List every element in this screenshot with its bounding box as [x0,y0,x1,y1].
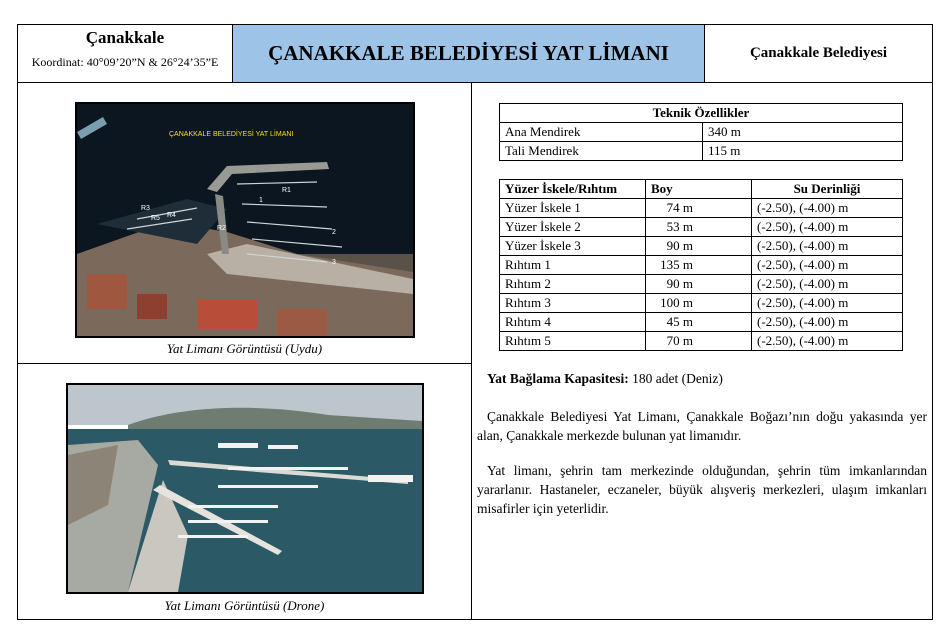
column-header-pier: Yüzer İskele/Rıhtım [500,180,646,199]
pier-name: Yüzer İskele 3 [500,237,646,256]
satellite-label-r4: R4 [167,212,176,219]
table-row [500,332,903,351]
satellite-caption: Yat Limanı Görüntüsü (Uydu) [166,341,323,356]
spec-name: Tali Mendirek [500,142,703,161]
satellite-photo [75,102,415,338]
piers-table [499,179,903,351]
pier-name: Rıhtım 1 [500,256,646,275]
satellite-overlay-title: ÇANAKKALE BELEDİYESİ YAT LİMANI [169,131,294,138]
satellite-label-r3: R3 [141,205,150,212]
table-row [500,123,903,142]
satellite-label-3: 3 [332,259,336,266]
table-row [500,237,903,256]
pier-depth: (-2.50), (-4.00) m [752,275,903,294]
pier-length: 45 m [646,313,752,332]
pier-depth: (-2.50), (-4.00) m [752,218,903,237]
pier-length: 70 m [646,332,752,351]
pier-length: 53 m [646,218,752,237]
location-cell [18,25,233,83]
pier-length: 135 m [646,256,752,275]
satellite-label-1: 1 [259,197,263,204]
column-divider [471,83,472,620]
pier-length: 74 m [646,199,752,218]
pier-depth: (-2.50), (-4.00) m [752,256,903,275]
pier-name: Rıhtım 2 [500,275,646,294]
page-title: ÇANAKKALE BELEDİYESİ YAT LİMANI [233,25,705,83]
capacity-label: Yat Bağlama Kapasitesi: [487,371,629,386]
satellite-label-r1: R1 [282,187,291,194]
pier-depth: (-2.50), (-4.00) m [752,294,903,313]
pier-name: Yüzer İskele 2 [500,218,646,237]
pier-name: Rıhtım 5 [500,332,646,351]
spec-name: Ana Mendirek [500,123,703,142]
pier-depth: (-2.50), (-4.00) m [752,237,903,256]
table-row [500,218,903,237]
row-divider [18,363,471,364]
drone-caption: Yat Limanı Görüntüsü (Drone) [164,598,325,613]
description-paragraph-2: Yat limanı, şehrin tam merkezinde olduğundan, şehrin tüm imkanlarından yararlanır. Hastaneler, eczaneler, büyük alışveriş merkezleri, ulaşım imkanları misafirler için yeterlidir. [477,463,927,516]
spec-value: 115 m [703,142,903,161]
pier-name: Yüzer İskele 1 [500,199,646,218]
city-name: Çanakkale [85,28,165,47]
info-sheet [17,24,933,620]
pier-name: Rıhtım 4 [500,313,646,332]
column-header-depth: Su Derinliği [752,180,903,199]
satellite-label-2: 2 [332,229,336,236]
pier-length: 90 m [646,275,752,294]
pier-name: Rıhtım 3 [500,294,646,313]
satellite-label-r5: R5 [151,215,160,222]
spec-value: 340 m [703,123,903,142]
technical-specs-title: Teknik Özellikler [500,104,903,123]
table-row [500,256,903,275]
table-row [500,313,903,332]
pier-length: 90 m [646,237,752,256]
capacity-line [487,369,927,388]
operator-name: Çanakkale Belediyesi [705,25,932,83]
column-header-length: Boy [646,180,752,199]
drone-photo [66,383,424,594]
technical-specs-table [499,103,903,161]
capacity-value: 180 adet (Deniz) [628,371,723,386]
pier-depth: (-2.50), (-4.00) m [752,313,903,332]
table-row [500,142,903,161]
table-row [500,275,903,294]
pier-depth: (-2.50), (-4.00) m [752,332,903,351]
pier-length: 100 m [646,294,752,313]
pier-depth: (-2.50), (-4.00) m [752,199,903,218]
satellite-label-r2: R2 [217,225,226,232]
table-header-row [500,180,903,199]
table-row [500,199,903,218]
coordinates: Koordinat: 40°09’20”N & 26°24’35”E [31,55,219,69]
description-paragraph-1: Çanakkale Belediyesi Yat Limanı, Çanakkale Boğazı’nın doğu yakasında yer alan, Çanakkale merkezde bulunan yat limanıdır. [477,409,927,443]
table-row [500,294,903,313]
